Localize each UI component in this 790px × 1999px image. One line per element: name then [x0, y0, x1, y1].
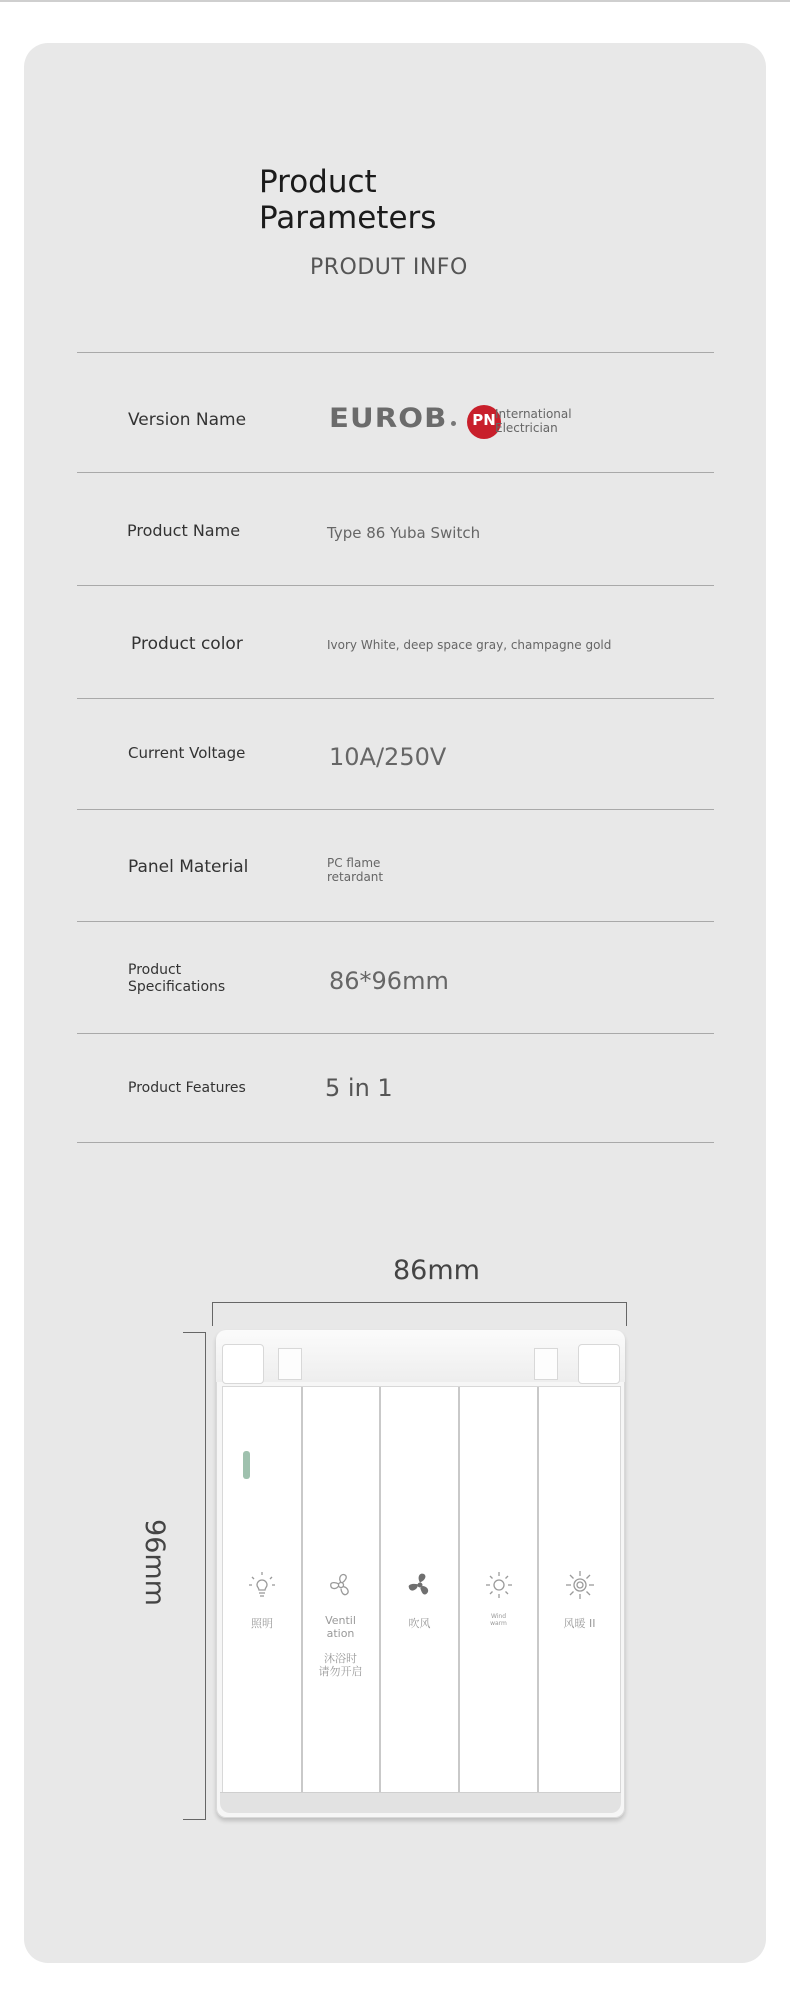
switch-key-warm-2 [539, 1387, 620, 1793]
sun-large-icon [564, 1569, 596, 1601]
certification-logo-text [495, 407, 572, 435]
width-dimension-label: 86mm [393, 1255, 480, 1286]
mount-tab-left [278, 1348, 302, 1380]
key-label-warm [460, 1613, 537, 1627]
param-label-product-name: Product Name [127, 521, 241, 540]
panel-material-line-2: retardant [327, 870, 384, 884]
table-rule [77, 809, 714, 810]
key-label-ventilation [302, 1614, 379, 1640]
param-label-version-name: Version Name [128, 410, 247, 430]
spec-label-line-1: Product [128, 962, 182, 978]
page-title [259, 164, 436, 236]
param-label-product-features: Product Features [128, 1080, 246, 1096]
param-label-product-specifications [128, 962, 225, 996]
indicator-light [243, 1451, 250, 1479]
switch-key-light [223, 1387, 303, 1793]
switch-panel-illustration [216, 1330, 625, 1818]
cert-line-1: International [495, 407, 572, 421]
switch-face [222, 1386, 621, 1794]
sun-small-icon [483, 1569, 515, 1601]
height-dimension-tick-top [183, 1332, 206, 1333]
title-line-1: Product [259, 164, 377, 200]
param-value-current-voltage: 10A/250V [329, 743, 447, 771]
param-label-panel-material: Panel Material [128, 857, 249, 877]
ventilation-label-line-2: ation [326, 1627, 355, 1640]
ventilation-fan-icon [325, 1569, 357, 1601]
warm-label-line-1: Wind [490, 1613, 507, 1620]
table-rule [77, 698, 714, 699]
table-rule [77, 585, 714, 586]
param-label-current-voltage: Current Voltage [128, 744, 246, 762]
panel-material-line-1: PC flame [327, 856, 381, 870]
table-rule [77, 1033, 714, 1034]
fan-icon [404, 1569, 436, 1601]
height-dimension-tick-bottom [183, 1819, 206, 1820]
page-subtitle: PRODUT INFO [310, 255, 468, 280]
mount-tab-right [534, 1348, 558, 1380]
mount-clip-right [578, 1344, 620, 1384]
spec-label-line-2: Specifications [128, 979, 226, 995]
title-line-2: Parameters [259, 200, 437, 236]
height-dimension-label: 96mm [138, 1519, 170, 1606]
table-rule [77, 921, 714, 922]
warm-label-line-2: warm [490, 1620, 507, 1627]
param-value-panel-material [327, 856, 383, 884]
key-label-warm-2: 风暖 II [563, 1617, 596, 1630]
width-dimension-tick-left [212, 1302, 213, 1326]
param-label-product-color: Product color [131, 634, 243, 654]
switch-key-warm [460, 1387, 539, 1793]
width-dimension-line [212, 1302, 627, 1303]
switch-key-blow [381, 1387, 460, 1793]
key-label-light: 照明 [251, 1617, 273, 1630]
param-value-product-name: Type 86 Yuba Switch [327, 524, 481, 542]
certification-logo-icon: PN [467, 405, 501, 439]
table-rule [77, 352, 714, 353]
top-divider [0, 0, 790, 2]
height-dimension-line [205, 1332, 206, 1820]
cert-line-2: Electrician [495, 421, 558, 435]
mount-clip-left [222, 1344, 264, 1384]
param-value-product-features: 5 in 1 [325, 1074, 393, 1102]
param-value-product-color: Ivory White, deep space gray, champagne gold [327, 638, 612, 652]
bulb-icon [246, 1569, 278, 1601]
ventilation-note-line-1: 沐浴时 [324, 1652, 357, 1665]
switch-base-frame [220, 1792, 621, 1813]
key-note-ventilation [302, 1652, 379, 1678]
brand-logo-text: EUROB [329, 403, 448, 434]
ventilation-note-line-2: 请勿开启 [318, 1665, 363, 1678]
ventilation-label-line-1: Ventil [325, 1614, 356, 1627]
key-label-blow: 吹风 [408, 1617, 431, 1630]
table-rule [77, 472, 714, 473]
switch-top-frame [216, 1330, 625, 1382]
separator-dot [451, 421, 456, 426]
table-rule [77, 1142, 714, 1143]
switch-key-ventilation [302, 1387, 381, 1793]
width-dimension-tick-right [626, 1302, 627, 1326]
param-value-product-specifications: 86*96mm [329, 967, 449, 995]
